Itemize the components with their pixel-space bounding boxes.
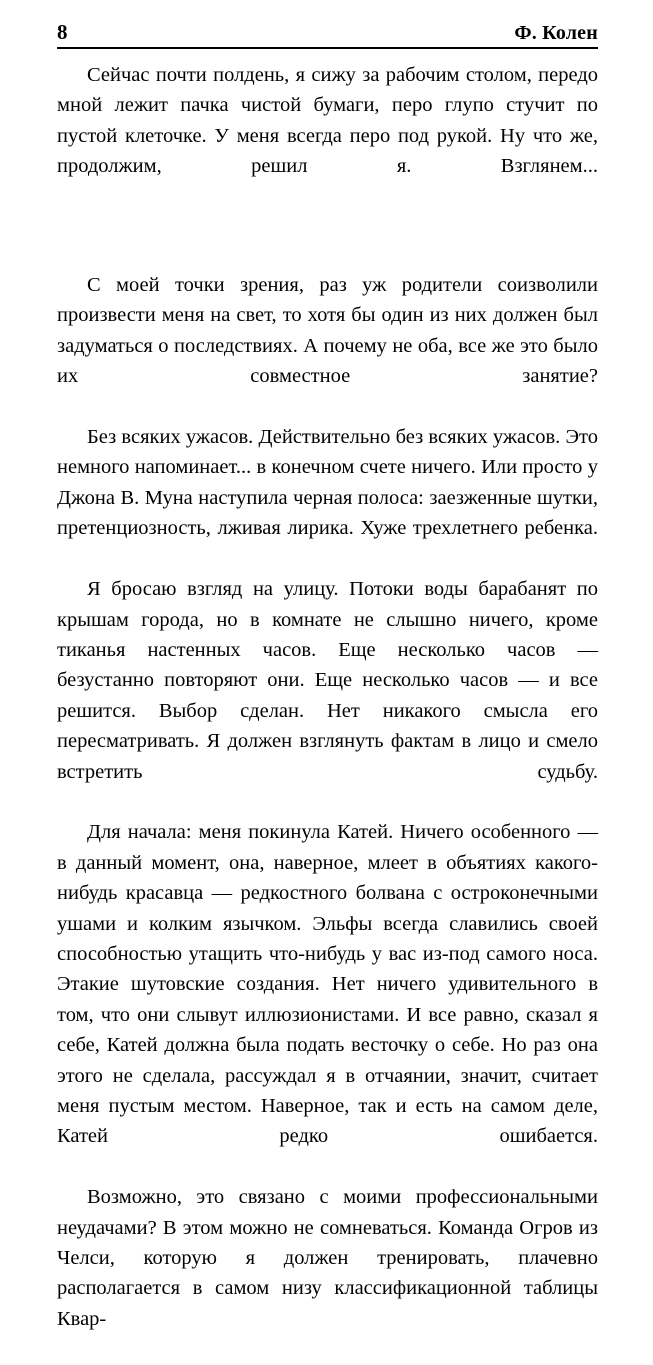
header-author-name: Ф. Колен	[514, 22, 598, 44]
paragraph: Сейчас почти полдень, я сижу за рабочим столом, передо мной лежит пачка чистой бумаги, перо глупо стучит по пустой клеточке. У меня всегда перо под рукой. Ну что же, продолжим, решил я. Взглянем...	[57, 64, 598, 178]
header-divider-rule	[57, 47, 598, 49]
main-passage	[57, 270, 598, 1365]
paragraph: Для начала: меня покинула Катей. Ничего особенного — в данный момент, она, наверное, млеет в объятиях какого-нибудь красавца — редкостного болвана с остроконечными ушами и колким язычком. Эльфы всегда славились своей способностью утащить что-нибудь у вас из-под самого носа. Этакие шутовские создания. Нет ничего удивительного в том, что они слывут иллюзионистами. И все равно, сказал я себе, Катей должна была подать весточку о себе. Но раз она этого не сделала, рассуждал я в отчаянии, значит, считает меня пустым местом. Наверное, так и есть на самом деле, Катей редко ошибается.	[57, 821, 598, 1148]
body-text-column	[57, 60, 598, 1365]
paragraph: Возможно, это связано с моими профессиональными неудачами? В этом можно не сомневаться. Команда Огров из Челси, которую я должен тренировать, плачевно располагается в самом низу классификационной таблицы Квар-	[57, 1186, 598, 1330]
section-break-gap	[57, 212, 598, 270]
header-row	[57, 20, 598, 46]
opening-passage	[57, 60, 598, 212]
running-header	[57, 20, 598, 50]
paragraph: Без всяких ужасов. Действительно без всяких ужасов. Это немного напоминает... в конечном счете ничего. Или просто у Джона В. Муна наступила черная полоса: заезженные шутки, претенциозность, лживая лирика. Хуже трехлетнего ребенка.	[57, 426, 598, 540]
page-number: 8	[57, 20, 68, 44]
paragraph: С моей точки зрения, раз уж родители соизволили произвести меня на свет, то хотя бы один из них должен был задуматься о последствиях. А почему не оба, все же это было их совместное занятие?	[57, 274, 598, 388]
paragraph: Я бросаю взгляд на улицу. Потоки воды барабанят по крышам города, но в комнате не слышно ничего, кроме тиканья настенных часов. Еще несколько часов — безустанно повторяют они. Еще несколько часов — и все решится. Выбор сделан. Нет никакого смысла его пересматривать. Я должен взглянуть фактам в лицо и смело встретить судьбу.	[57, 578, 598, 783]
